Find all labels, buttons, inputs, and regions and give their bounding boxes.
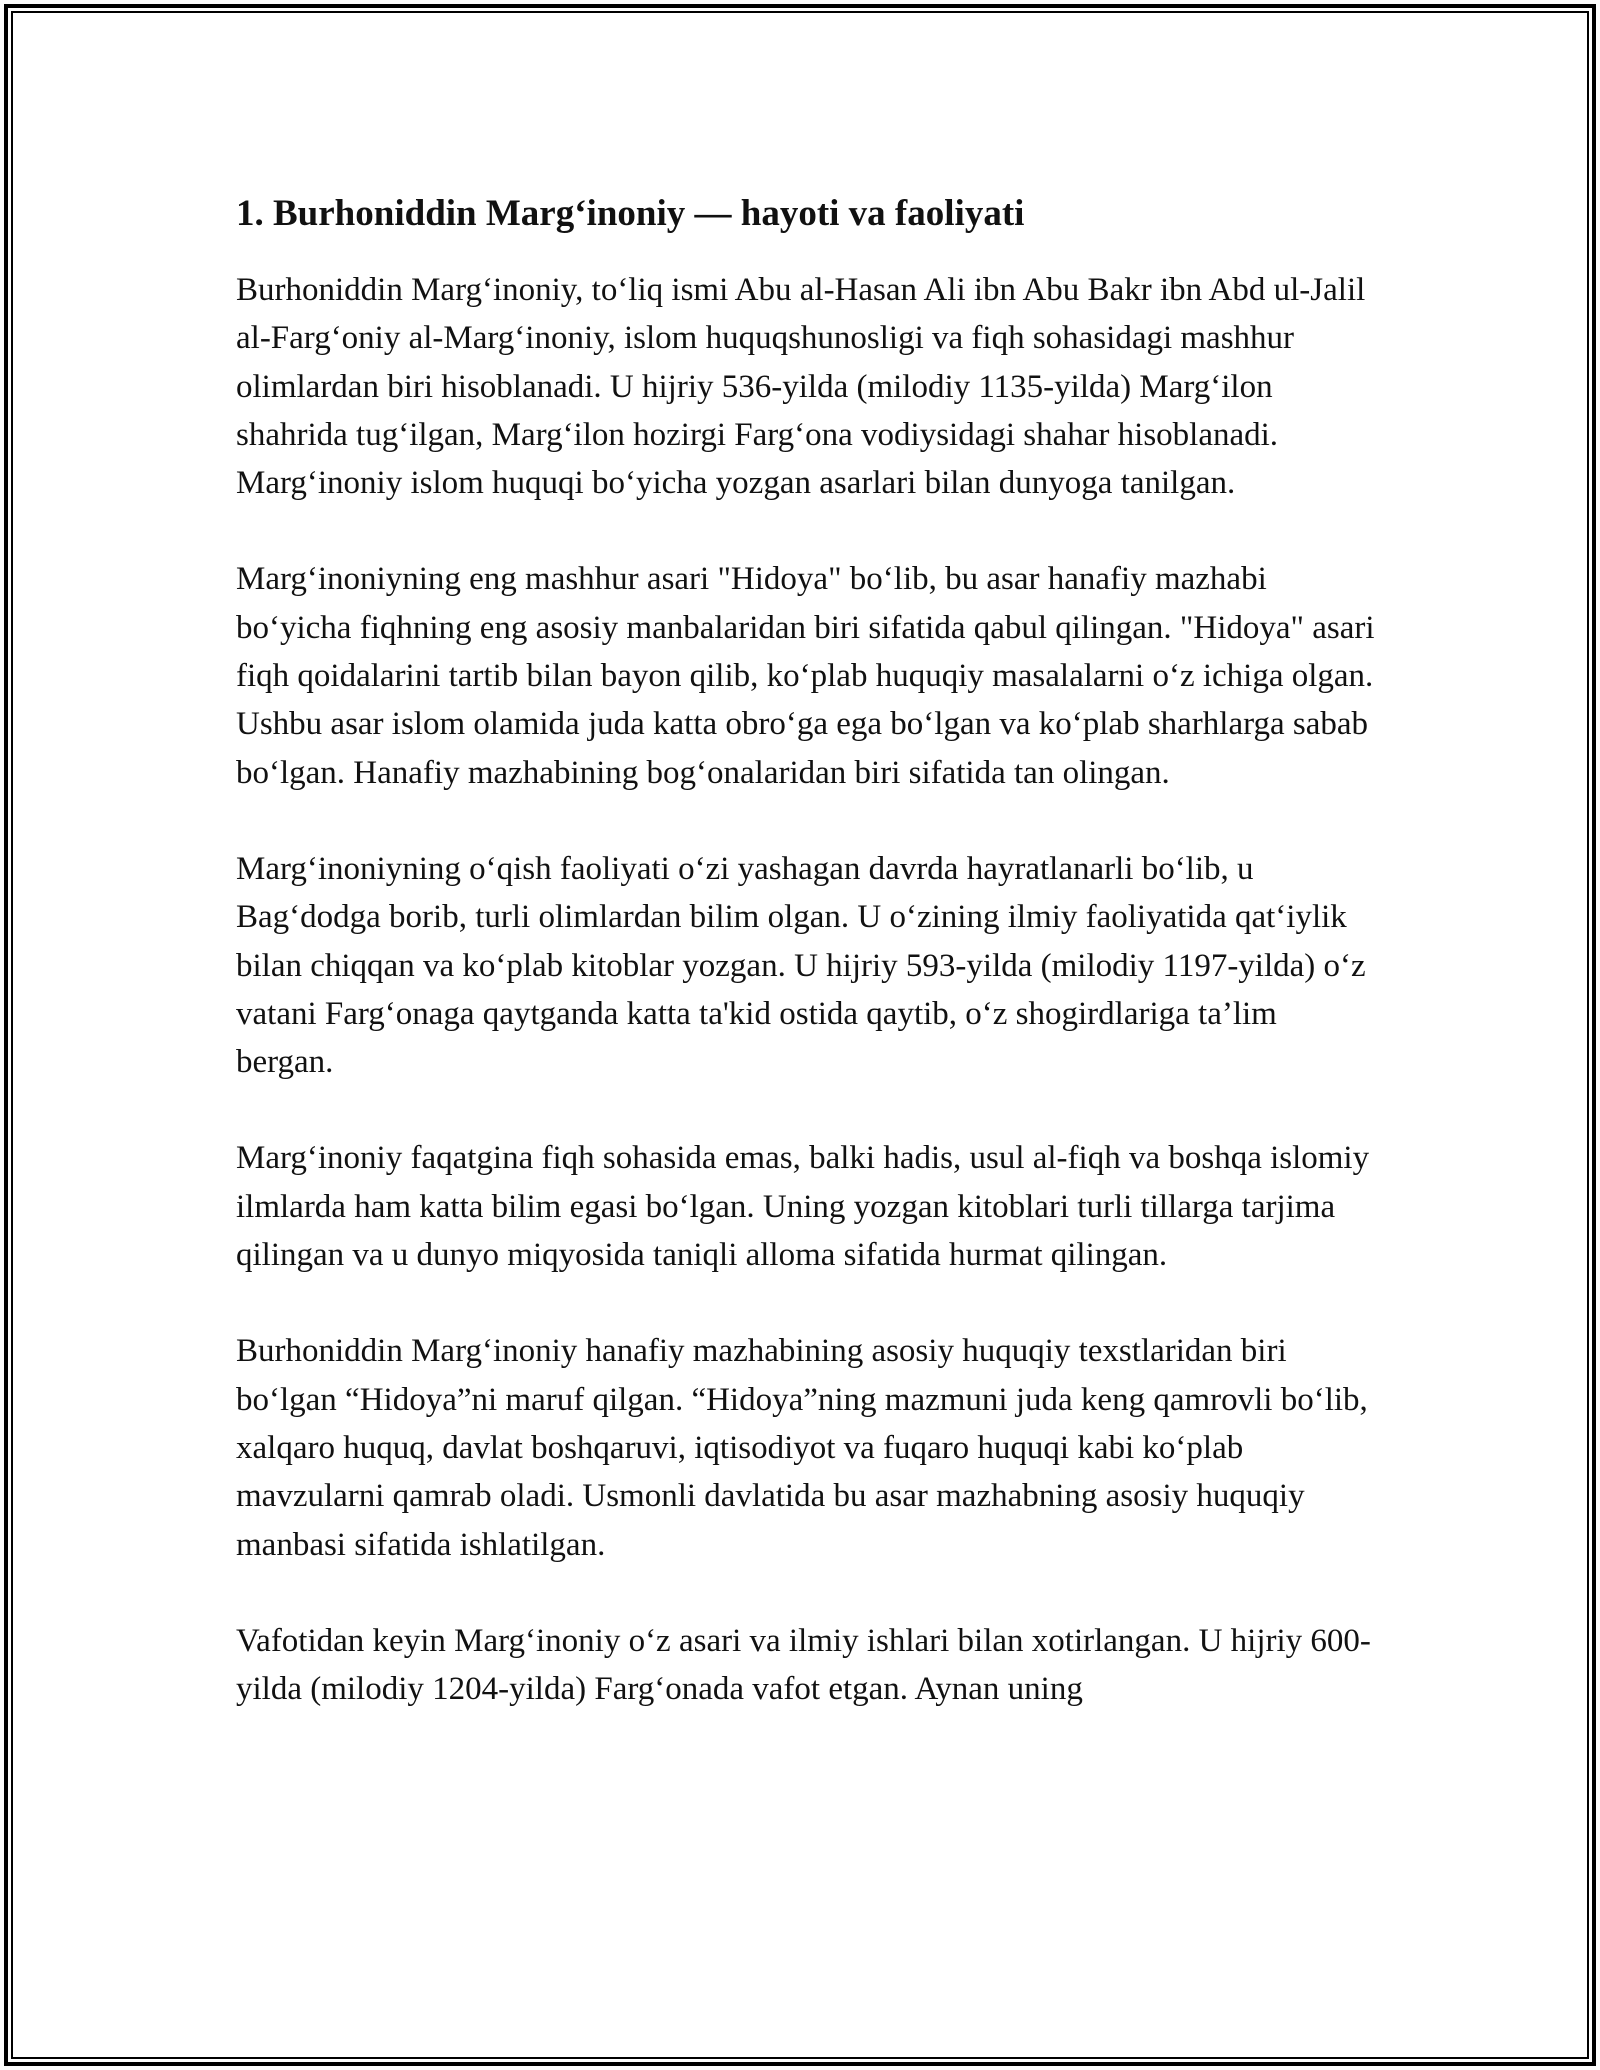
- paragraph-knowledge: Marg‘inoniy faqatgina fiqh sohasida emas, balki hadis, usul al-fiqh va boshqa islomiy ilmlarda ham katta bilim egasi bo‘lgan. Uning yozgan kitoblari turli tillarga tarjima qilingan va u dunyo miqyosida taniqli alloma sifatida hurmat qilingan.: [236, 1140, 1370, 1274]
- document-body: [236, 188, 1376, 1761]
- paragraph-legacy: Vafotidan keyin Marg‘inoniy o‘z asari va ilmiy ishlari bilan xotirlangan. U hijriy 600-yilda (milodiy 1204-yilda) Farg‘onada vafot etgan. Aynan uning: [236, 1622, 1371, 1708]
- paragraph-hidoya: Marg‘inoniyning eng mashhur asari "Hidoya" bo‘lib, bu asar hanafiy mazhabi bo‘yicha fiqhning eng asosiy manbalaridan biri sifatida qabul qilingan. "Hidoya" asari fiqh qoidalarini tartib bilan bayon qilib, ko‘plab huquqiy masalalarni o‘z ichiga olgan. Ushbu asar islom olamida juda katta obro‘ga ega bo‘lgan va ko‘plab sharhlarga sabab bo‘lgan. Hanafiy mazhabining bog‘onalaridan biri sifatida tan olingan.: [236, 561, 1375, 791]
- section-heading: 1. Burhoniddin Marg‘inoniy — hayoti va faoliyati: [236, 193, 1025, 234]
- paragraph-legal-text: Burhoniddin Marg‘inoniy hanafiy mazhabining asosiy huquqiy texstlaridan biri bo‘lgan “Hidoya”ni maruf qilgan. “Hidoya”ning mazmuni juda keng qamrovli bo‘lib, xalqaro huquq, davlat boshqaruvi, iqtisodiyot va fuqaro huquqi kabi ko‘plab mavzularni qamrab oladi. Usmonli davlatida bu asar mazhabning asosiy huquqiy manbasi sifatida ishlatilgan.: [236, 1333, 1368, 1563]
- paragraph-education: Marg‘inoniyning o‘qish faoliyati o‘zi yashagan davrda hayratlanarli bo‘lib, u Bag‘dodga borib, turli olimlardan bilim olgan. U o‘zining ilmiy faoliyatida qat‘iylik bilan chiqqan va ko‘plab kitoblar yozgan. U hijriy 593-yilda (milodiy 1197-yilda) o‘z vatani Farg‘onaga qaytganda katta ta'kid ostida qaytib, o‘z shogirdlariga ta’lim bergan.: [236, 850, 1366, 1081]
- paragraph-biography-intro: Burhoniddin Marg‘inoniy, to‘liq ismi Abu al-Hasan Ali ibn Abu Bakr ibn Abd ul-Jalil al-Farg‘oniy al-Marg‘inoniy, islom huquqshunosligi va fiqh sohasidagi mashhur olimlardan biri hisoblanadi. U hijriy 536-yilda (milodiy 1135-yilda) Marg‘ilon shahrida tug‘ilgan, Marg‘ilon hozirgi Farg‘ona vodiysidagi shahar hisoblanadi. Marg‘inoniy islom huquqi bo‘yicha yozgan asarlari bilan dunyoga tanilgan.: [236, 272, 1366, 502]
